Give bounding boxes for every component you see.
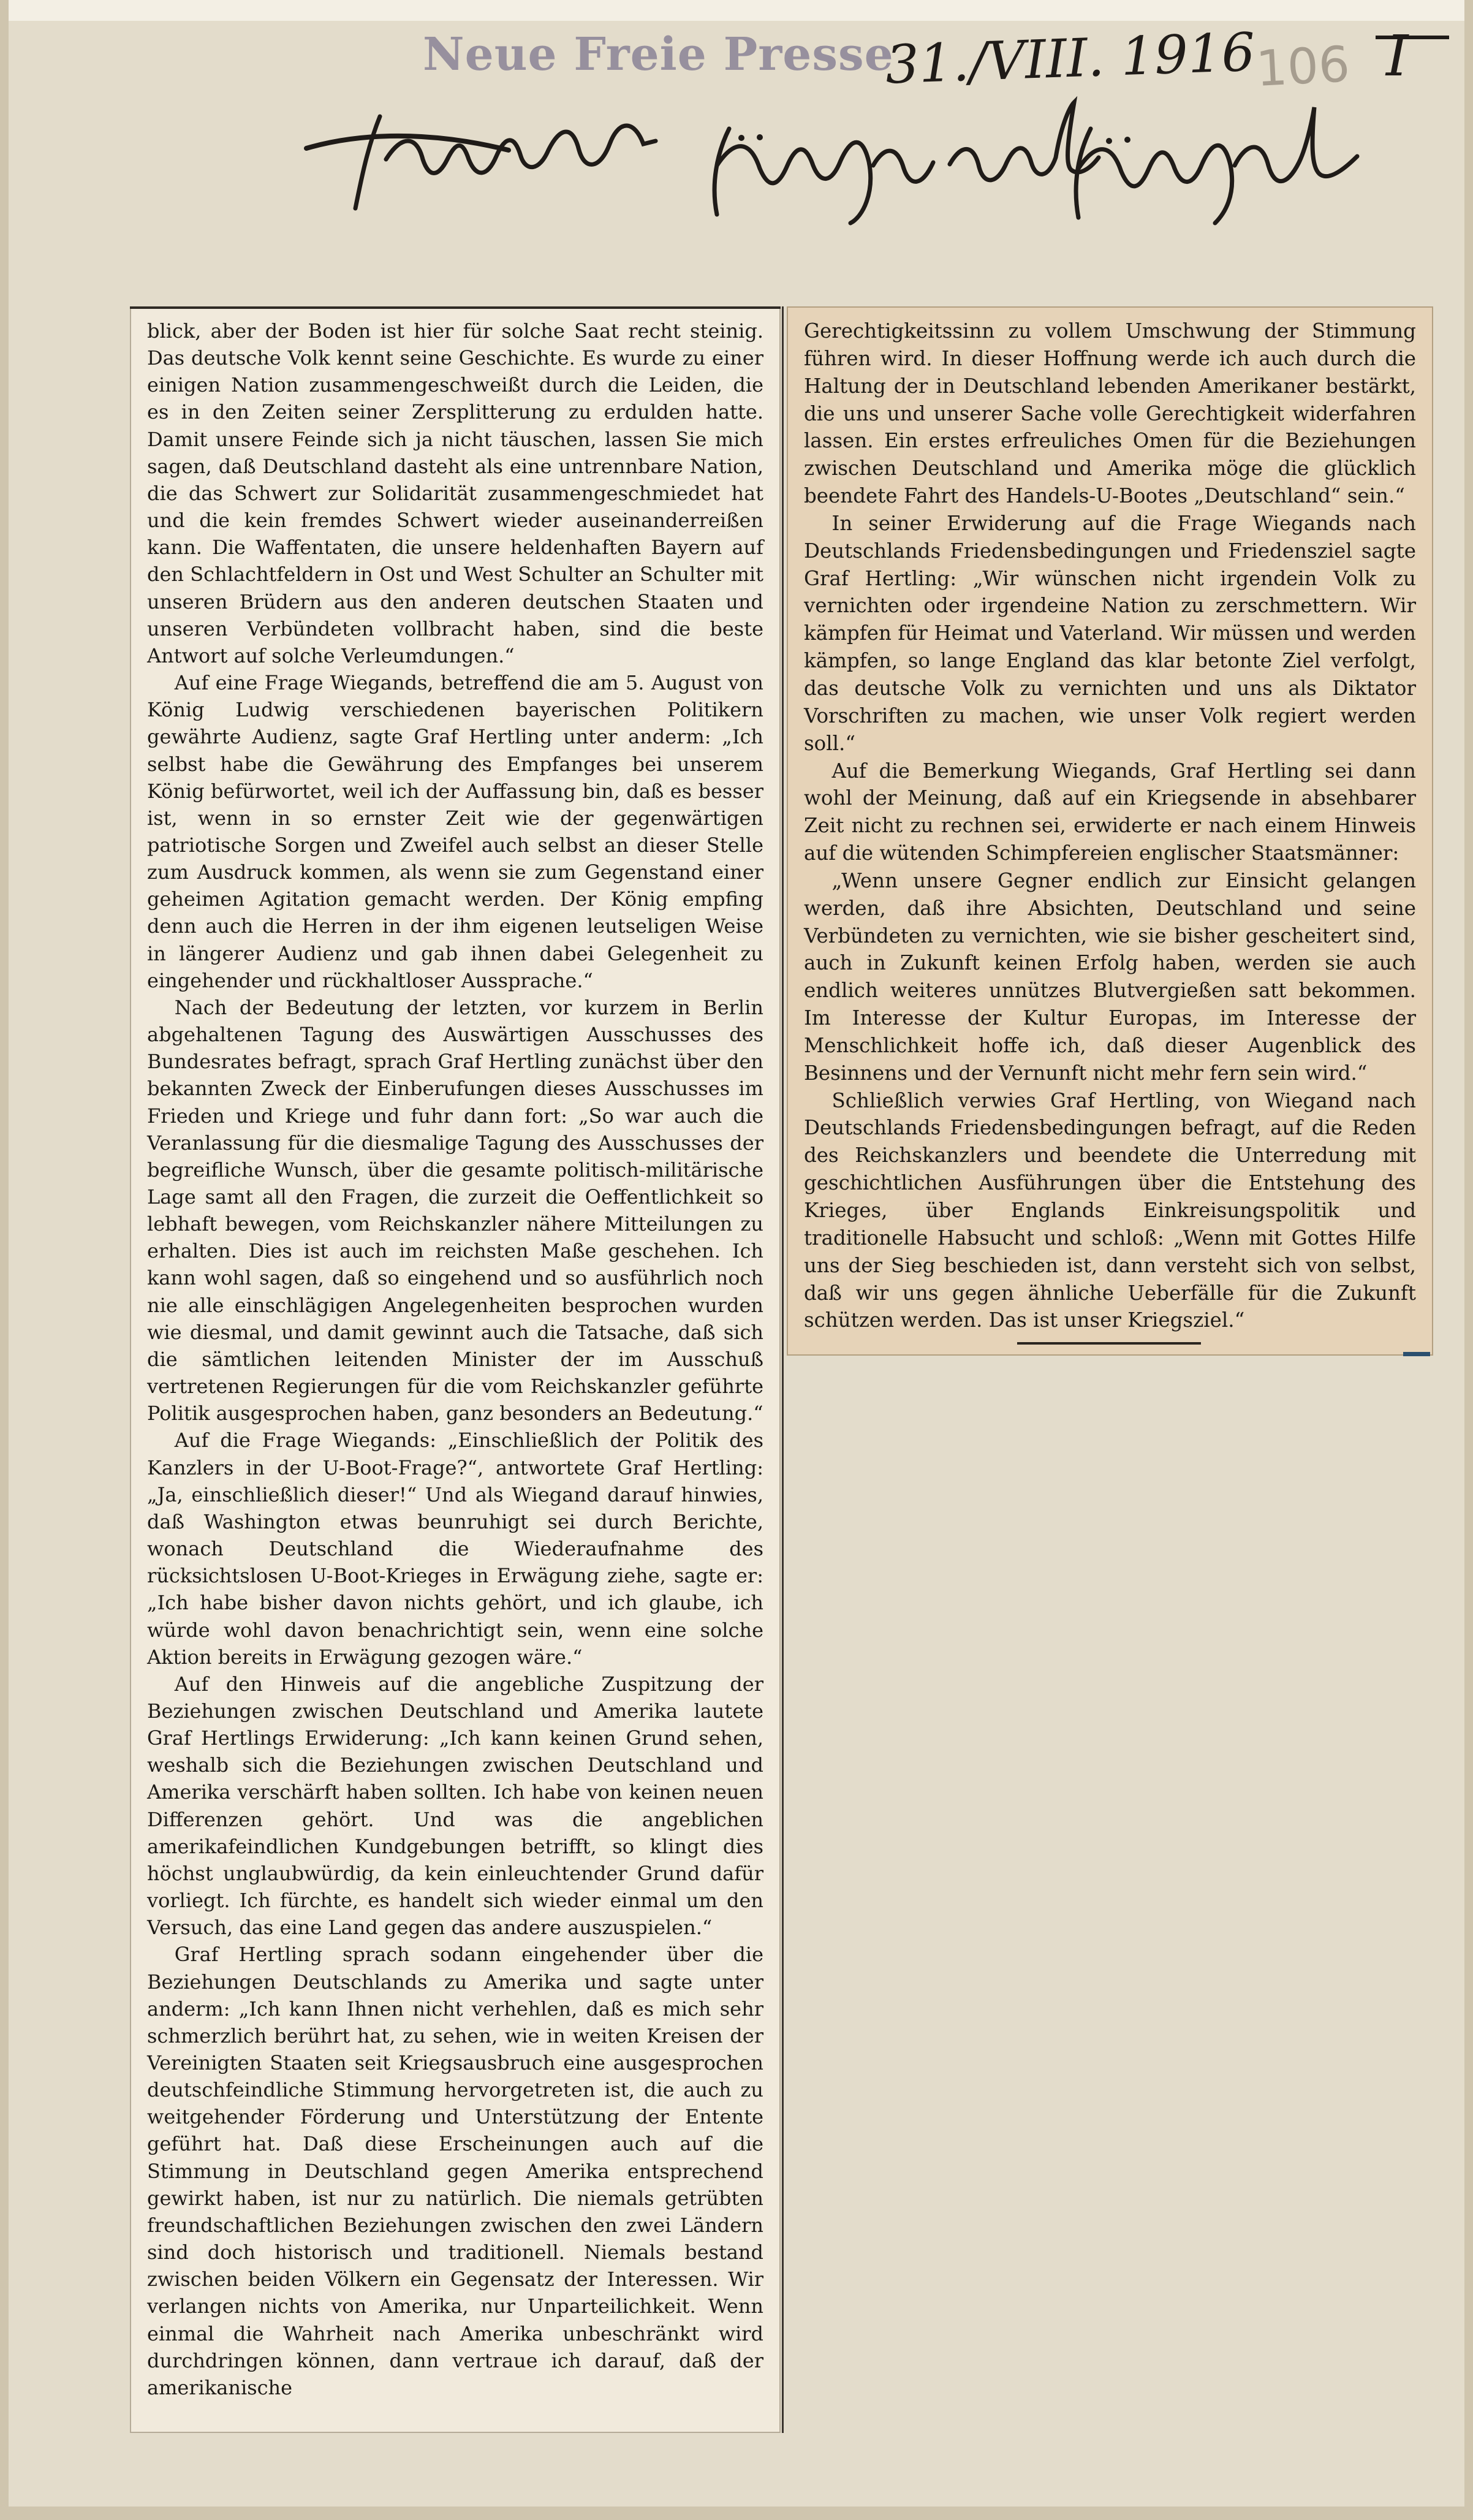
handwritten-headline bbox=[288, 92, 1428, 239]
article-text-right bbox=[788, 308, 1432, 1344]
newspaper-stamp: Neue Freie Presse bbox=[423, 28, 894, 81]
sheet-edge-right bbox=[1464, 0, 1473, 2520]
svg-text:Deutschlands Kriegslage und Kr: Deutschlands Kriegslage und Kriegsziel bbox=[288, 92, 301, 93]
paragraph: Auf eine Frage Wiegands, betreffend die am 5. August von König Ludwig verschiedenen bayerischen Politikern gewährte Audienz, sagte Graf Hertling unter anderm: „Ich selbst habe die Gewährung des Empfanges bei unserem König befürwortet, weil ich der Auffassung bin, daß es besser ist, wenn in so ernster Zeit wie der gegenwärtigen patriotische Sorgen und Zweifel auch selbst an dieser Stelle zum Ausdruck kommen, als wenn sie zum Gegenstand einer geheimen Agitation gemacht werden. Der König empfing denn auch die Herren in der ihm eigenen leutseligen Weise in längerer Audienz und gab ihnen dabei Gelegenheit zu eingehender und rückhaltloser Aussprache.“ bbox=[147, 671, 763, 992]
article-column-right bbox=[787, 306, 1433, 1356]
roman-numeral: I bbox=[1386, 23, 1409, 89]
sheet-edge-left bbox=[0, 0, 9, 2520]
paragraph: Nach der Bedeutung der letzten, vor kurzem in Berlin abgehaltenen Tagung des Auswärtigen Ausschusses des Bundesrates befragt, sprach Graf Hertling zunächst über den bekannten Zweck der Einberufungen dieses Ausschusses im Frieden und Kriege und fuhr dann fort: „So war auch die Veranlassung für die diesmalige Tagung des Ausschusses der begreifliche Wunsch, über die gesamte politisch-militärische Lage samt all den Fragen, die zurzeit die Oeffentlichkeit so lebhaft bewegen, vom Reichskanzler nähere Mitteilungen zu erhalten. Dies ist auch im reichsten Maße geschehen. Ich kann wohl sagen, daß so eingehend und so ausführlich noch nie alle einschlägigen Angelegenheiten besprochen wurden wie diesmal, und damit gewinnt auch die Tatsache, daß sich die sämtlichen leitenden Minister der im Ausschuß vertretenen Regierungen für die vom Reichskanzler geführte Politik ausgesprochen haben, ganz besonders an Bedeutung.“ bbox=[147, 995, 763, 1425]
paragraph: „Wenn unsere Gegner endlich zur Einsicht gelangen werden, daß ihre Absichten, Deutschland und seine Verbündeten zu vernichten, wie sie bisher gescheitert sind, auch in Zukunft keinen Erfolg haben, werden sie auch endlich weiteres unnützes Blutvergießen satt bekommen. Im Interesse der Kultur Europas, im Interesse der Menschlichkeit hoffe ich, daß dieser Augenblick des Besinnens und der Vernunft nicht mehr fern sein wird.“ bbox=[804, 868, 1416, 1085]
paragraph: blick, aber der Boden ist hier für solche Saat recht steinig. Das deutsche Volk kennt seine Geschichte. Es wurde zu einer einigen Nation zusammengeschweißt durch die Leiden, die es in den Zeiten seiner Zersplitterung zu erdulden hatte. Damit unsere Feinde sich ja nicht täuschen, lassen Sie mich sagen, daß Deutschland dasteht als eine untrennbare Nation, die das Schwert zur Solidarität zusammengeschmiedet hat und die kein fremdes Schwert wieder auseinanderreißen kann. Die Waffentaten, die unsere heldenhaften Bayern auf den Schlachtfeldern in Ost und West Schulter an Schulter mit unseren Brüdern aus den anderen deutschen Staaten und unseren Verbündeten vollbracht haben, sind die beste Antwort auf solche Verleumdungen.“ bbox=[147, 319, 763, 667]
article-text-left bbox=[131, 308, 779, 2411]
column-rule bbox=[782, 306, 784, 2433]
paragraph: In seiner Erwiderung auf die Frage Wiegands nach Deutschlands Friedensbedingungen und Friedensziel sagte Graf Hertling: „Wir wünschen nicht irgendein Volk zu vernichten oder irgendeine Nation zu zerschmettern. Wir kämpfen für Heimat und Vaterland. Wir müssen und werden kämpfen, so lange England das klar betonte Ziel verfolgt, das deutsche Volk zu vernichten und uns als Diktator Vorschriften zu machen, wie unser Volk regiert werden soll.“ bbox=[804, 511, 1416, 755]
handwritten-date: 31./VIII. 1916 bbox=[884, 21, 1256, 96]
paragraph: Graf Hertling sprach sodann eingehender über die Beziehungen Deutschlands zu Amerika und sagte unter anderm: „Ich kann Ihnen nicht verhehlen, daß es mich sehr schmerzlich berührt hat, zu sehen, wie in weiten Kreisen der Vereinigten Staaten seit Kriegsausbruch eine ausgesprochen deutschfeindliche Stimmung hervorgetreten ist, die auch zu weitgehender Förderung und Unterstützung der Entente geführt hat. Daß diese Erscheinungen auch auf die Stimmung in Deutschland gegen Amerika entsprechend gewirkt haben, ist nur zu natürlich. Die niemals getrübten freundschaftlichen Beziehungen zwischen den zwei Ländern sind doch historisch und traditionell. Niemals bestand zwischen beiden Völkern ein Gegensatz der Interessen. Wir verlangen nichts von Amerika, nur Unparteilichkeit. Wenn einmal die Wahrheit nach Amerika unbeschränkt wird durchdringen können, dann vertraue ich darauf, daß der amerikanische bbox=[147, 1943, 763, 2399]
ink-mark bbox=[1403, 1352, 1430, 1356]
top-rule bbox=[130, 306, 781, 309]
paragraph: Schließlich verwies Graf Hertling, von Wiegand nach Deutschlands Friedensbedingungen befragt, auf die Reden des Reichskanzlers und beendete die Unterredung mit geschichtlichen Ausführungen über die Entstehung des Krieges, über Englands Einkreisungspolitik und traditionelle Habsucht und schloß: „Wenn mit Gottes Hilfe uns der Sieg beschieden ist, dann versteht sich von selbst, daß wir uns gegen ähnliche Ueberfälle für die Zukunft schützen werden. Das ist unser Kriegsziel.“ bbox=[804, 1088, 1416, 1332]
paragraph: Auf die Frage Wiegands: „Einschließlich der Politik des Kanzlers in der U-Boot-Frage?“, antwortete Graf Hertling: „Ja, einschließlich dieser!“ Und als Wiegand darauf hinwies, daß Washington etwas beunruhigt sei durch Berichte, wonach Deutschland die Wiederaufnahme des rücksichtslosen U-Boot-Krieges in Erwägung ziehe, sagte er: „Ich habe bisher davon nichts gehört, und ich glaube, ich würde wohl davon benachrichtigt sein, wenn eine solche Aktion bereits in Erwägung gezogen wäre.“ bbox=[147, 1429, 763, 1669]
pencil-archive-number: 106 bbox=[1254, 36, 1352, 97]
sheet-edge-bottom bbox=[0, 2507, 1473, 2520]
end-rule bbox=[1017, 1342, 1201, 1345]
article-column-left bbox=[130, 306, 781, 2433]
paragraph: Auf die Bemerkung Wiegands, Graf Hertling sei dann wohl der Meinung, daß auf ein Kriegsende in absehbarer Zeit nicht zu rechnen sei, erwiderte er nach einem Hinweis auf die wütenden Schimpfereien englischer Staatsmänner: bbox=[804, 759, 1416, 865]
paragraph: Auf den Hinweis auf die angebliche Zuspitzung der Beziehungen zwischen Deutschland und Amerika lautete Graf Hertlings Erwiderung: „Ich kann keinen Grund sehen, weshalb sich die Beziehungen zwischen Deutschland und Amerika verschärft haben sollten. Ich habe von keinen neuen Differenzen gehört. Und was die angeblichen amerikafeindlichen Kundgebungen betrifft, so klingt dies höchst unglaubwürdig, da kein einleuchtender Grund dafür vorliegt. Ich fürchte, es handelt sich wieder einmal um den Versuch, das eine Land gegen das andere auszuspielen.“ bbox=[147, 1672, 763, 1940]
sheet-edge-top bbox=[0, 0, 1473, 21]
paragraph: Gerechtigkeitssinn zu vollem Umschwung der Stimmung führen wird. In dieser Hoffnung werde ich auch durch die Haltung der in Deutschland lebenden Amerikaner bestärkt, die uns und unserer Sache volle Gerechtigkeit widerfahren lassen. Ein erstes erfreuliches Omen für die Beziehungen zwischen Deutschland und Amerika möge die glücklich beendete Fahrt des Handels-U-Bootes „Deutschland“ sein.“ bbox=[804, 319, 1416, 508]
